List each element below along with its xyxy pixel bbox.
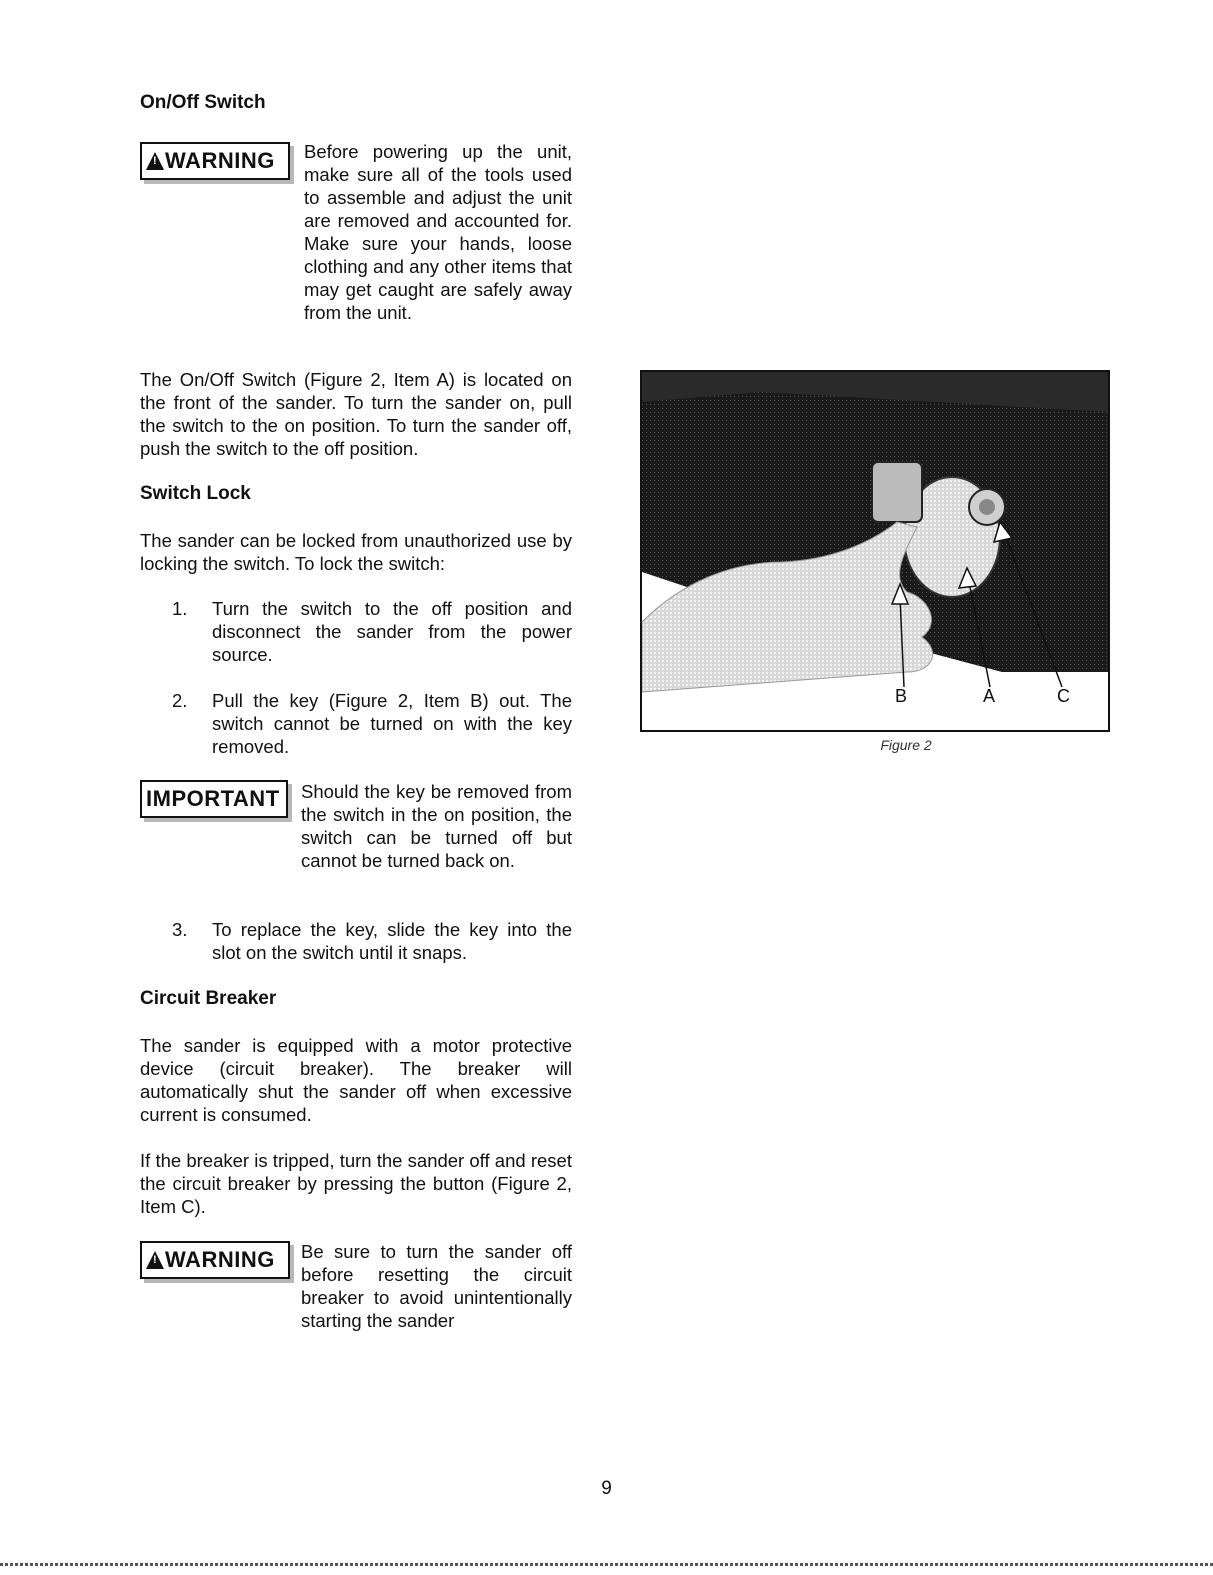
figure-label-b: B [895,686,908,706]
figure-label-c: C [1057,686,1070,706]
warning-triangle-icon [146,152,164,170]
warning-text: Before powering up the unit, make sure all of the tools used to assemble and adjust the unit are removed and accounted for. Make sure your hands, loose clothing and any other items that may get caught are safely away from the unit. [304,141,572,323]
important-badge [140,780,288,818]
important-badge-label: IMPORTANT [146,786,280,811]
switch-key [872,462,922,522]
important-text: Should the key be removed from the switch in the on position, the switch can be turned off but cannot be turned back on. [301,781,572,871]
warning-badge [140,142,290,180]
page-number: 9 [601,1478,612,1499]
circuit-breaker-reset-instructions: If the breaker is tripped, turn the sander off and reset the circuit breaker by pressing the button (Figure 2, Item C). [140,1150,572,1217]
section-heading-onoff-switch: On/Off Switch [140,92,266,113]
switch-lock-intro: The sander can be locked from unauthorized use by locking the switch. To lock the switch: [140,530,572,574]
list-item-text: To replace the key, slide the key into the slot on the switch until it snaps. [212,919,572,963]
list-item-text: Pull the key (Figure 2, Item B) out. The switch cannot be turned on with the key removed. [212,690,572,757]
figure-label-a: A [983,686,996,706]
section-heading-switch-lock: Switch Lock [140,483,251,504]
bottom-divider [0,1563,1213,1566]
list-item-text: Turn the switch to the off position and disconnect the sander from the power source. [212,598,572,665]
figure-caption: Figure 2 [880,737,932,753]
list-item-number: 3. [172,919,188,940]
onoff-switch-description: The On/Off Switch (Figure 2, Item A) is located on the front of the sander. To turn the sander on, pull the switch to the on position. To turn the sander off, push the switch to the off position. [140,369,572,459]
warning-triangle-icon [146,1251,164,1269]
warning-badge-label: WARNING [165,148,275,173]
list-item-number: 2. [172,690,188,711]
warning-badge [140,1241,290,1279]
warning-badge-label: WARNING [165,1247,275,1272]
warning-text: Be sure to turn the sander off before resetting the circuit breaker to avoid unintentionally starting the sander [301,1241,572,1331]
circuit-breaker-description: The sander is equipped with a motor protective device (circuit breaker). The breaker will automatically shut the sander off when excessive current is consumed. [140,1035,572,1125]
list-item-number: 1. [172,598,188,619]
figure-2-photo [640,370,1110,732]
section-heading-circuit-breaker: Circuit Breaker [140,988,277,1009]
sander-switch-illustration [642,372,1108,730]
